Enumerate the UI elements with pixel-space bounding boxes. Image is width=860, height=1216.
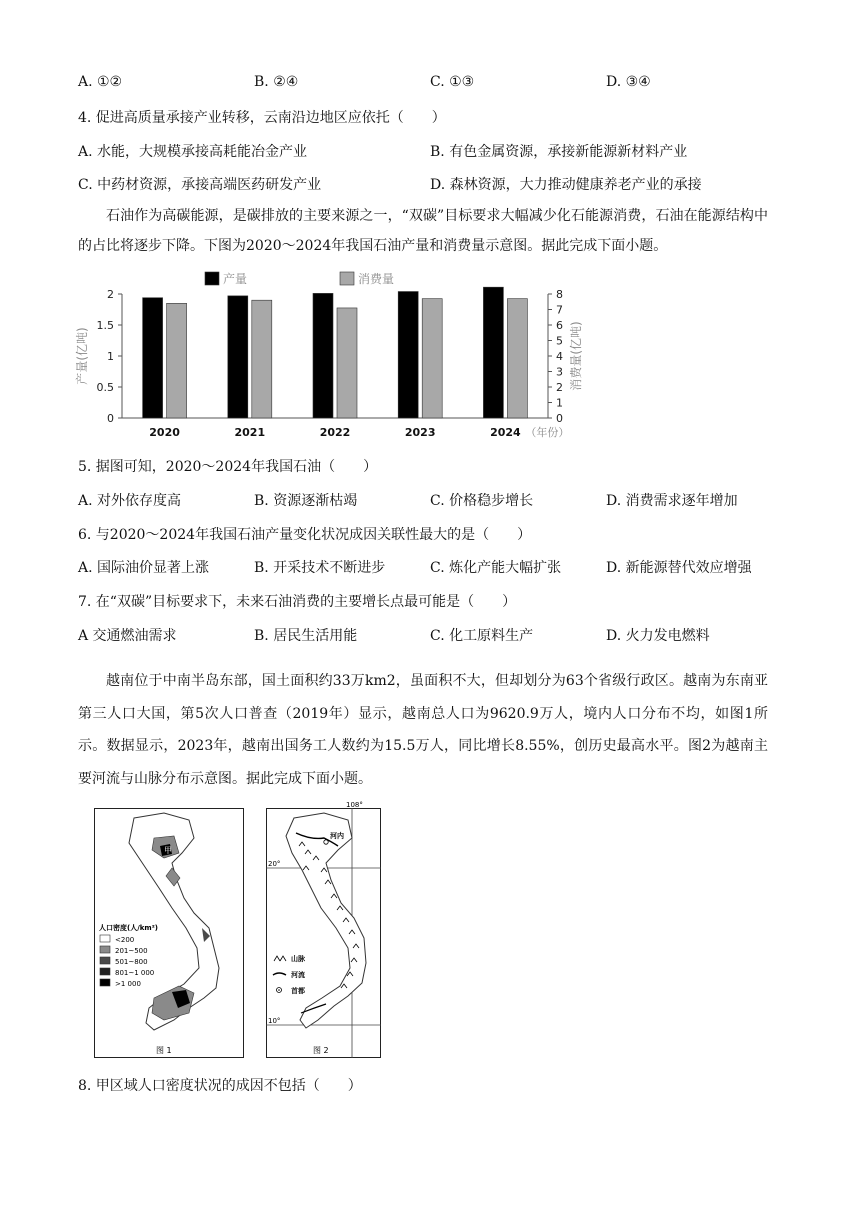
left-tick-label: 1.5: [96, 319, 114, 332]
legend-label: 山脉: [291, 955, 305, 963]
map2-city-label: 河内: [330, 832, 344, 840]
legend-swatch: [205, 272, 219, 285]
right-tick-label: 8: [556, 288, 563, 301]
q4-option-a: A. 水能，大规模承接高耗能冶金产业: [78, 144, 308, 160]
q7-option-a: A 交通燃油需求: [78, 628, 177, 644]
q7-option-c: C. 化工原料生产: [430, 628, 534, 644]
x-tick-label: 2022: [319, 426, 351, 439]
q5-option-c: C. 价格稳步增长: [430, 493, 534, 509]
q6-option-b: B. 开采技术不断进步: [254, 560, 386, 576]
q5-stem: 5. 据图可知，2020～2024年我国石油（ ）: [78, 459, 378, 475]
right-tick-label: 3: [556, 365, 563, 379]
left-tick-label: 0.5: [96, 381, 114, 394]
q3-option-c: C. ①③: [430, 74, 475, 90]
chart-bars: [143, 287, 528, 418]
q4-option-d: D. 森林资源，大力推动健康养老产业的承接: [430, 177, 702, 193]
q3-option-d: D. ③④: [606, 74, 651, 90]
legend-label: >1 000: [115, 980, 141, 988]
q7-option-d: D. 火力发电燃料: [606, 628, 710, 644]
q7-option-b: B. 居民生活用能: [254, 628, 358, 644]
legend-label: <200: [115, 936, 135, 944]
right-tick-label: 4: [556, 350, 563, 363]
left-tick-label: 1: [107, 350, 114, 363]
map2-lat-20: 20°: [268, 860, 281, 868]
figure-1-population-map: [94, 808, 244, 1058]
q4-option-c: C. 中药材资源，承接高端医药研发产业: [78, 177, 322, 193]
right-tick-label: 7: [556, 303, 563, 317]
q4-option-b: B. 有色金属资源，承接新能源新材料产业: [430, 144, 688, 160]
x-tick-label: 2024: [490, 426, 521, 439]
map1-marker-label: 甲: [164, 846, 172, 855]
legend-label: 消费量: [358, 272, 395, 286]
right-tick-label: 1: [556, 396, 563, 410]
q5-option-a: A. 对外依存度高: [78, 493, 182, 509]
left-tick-label: 2: [107, 288, 114, 301]
passage-oil: 石油作为高碳能源，是碳排放的主要来源之一，“双碳”目标要求大幅减少化石能源消费，石油在能源结构中的占比将逐步下降。下图为2020～2024年我国石油产量和消费量示意图。据此完成下面小题。: [78, 208, 768, 254]
chart-legend: [205, 271, 394, 286]
legend-label: 河流: [291, 971, 305, 979]
bar-consumption-2022: [337, 308, 357, 418]
q4-stem: 4. 促进高质量承接产业转移，云南沿边地区应依托（ ）: [78, 110, 446, 126]
right-tick-label: 5: [556, 334, 563, 348]
map2-lon-label: 108°: [346, 801, 363, 809]
q6-option-a: A. 国际油价显著上涨: [78, 560, 210, 576]
capital-marker: [324, 840, 328, 844]
q5-option-b: B. 资源逐渐枯竭: [254, 493, 358, 509]
figure-2-river-mountain-map: [266, 801, 381, 1058]
legend-swatch: [100, 935, 110, 942]
q6-option-c: C. 炼化产能大幅扩张: [430, 560, 562, 576]
legend-label: 201~500: [115, 947, 148, 955]
q3-option-b: B. ②④: [254, 74, 299, 90]
bar-production-2024: [483, 287, 503, 418]
map2-lat-10: 10°: [268, 1017, 281, 1025]
legend-swatch: [340, 272, 354, 285]
legend-swatch: [100, 979, 110, 986]
right-tick-label: 0: [556, 412, 563, 425]
right-tick-label: 2: [556, 381, 563, 394]
bar-production-2022: [313, 293, 333, 418]
legend-label: 501~800: [115, 958, 148, 966]
map2-caption: 图 2: [313, 1046, 329, 1055]
right-tick-label: 6: [556, 319, 563, 332]
q5-option-d: D. 消费需求逐年增加: [606, 493, 738, 509]
y-axis-right-title: 消费量(亿吨): [569, 321, 583, 391]
bar-consumption-2023: [422, 299, 442, 418]
legend-label: 首都: [291, 987, 305, 995]
map1-caption: 图 1: [156, 1046, 172, 1055]
bar-production-2020: [143, 298, 163, 418]
x-axis-unit: （年份）: [525, 426, 570, 439]
legend-swatch: [100, 968, 110, 975]
bar-consumption-2021: [252, 300, 272, 418]
legend-swatch: [100, 946, 110, 953]
q7-stem: 7. 在“双碳”目标要求下，未来石油消费的主要增长点最可能是（ ）: [78, 594, 517, 610]
bar-production-2021: [228, 296, 248, 418]
legend-label: 801~1 000: [115, 969, 155, 977]
bar-consumption-2020: [167, 303, 187, 418]
bar-consumption-2024: [507, 299, 527, 418]
left-tick-label: 0: [107, 412, 114, 425]
q6-stem: 6. 与2020～2024年我国石油产量变化状况成因关联性最大的是（ ）: [78, 527, 532, 543]
y-axis-left-title: 产量(亿吨): [75, 327, 89, 385]
q6-option-d: D. 新能源替代效应增强: [606, 560, 752, 576]
bar-production-2023: [398, 292, 418, 418]
x-tick-label: 2023: [404, 426, 436, 439]
q8-stem: 8. 甲区域人口密度状况的成因不包括（ ）: [78, 1078, 362, 1094]
passage-vietnam: 越南位于中南半岛东部，国土面积约33万km2，虽面积不大，但却划分为63个省级行政区。越南为东南亚第三人口大国，第5次人口普查（2019年）显示，越南总人口为9620.9万人，境内人口分布不均，如图1所示。数据显示，2023年，越南出国务工人数约为15.5万人，同比增长8.55%，创历史最高水平。图2为越南主要河流与山脉分布示意图。据此完成下面小题。: [78, 673, 768, 787]
x-tick-label: 2020: [149, 426, 180, 439]
x-tick-label: 2021: [234, 426, 266, 439]
legend-label: 产量: [223, 272, 248, 286]
map1-legend-title: 人口密度(人/km²): [99, 924, 158, 932]
oil-chart: [0, 268, 860, 448]
q3-option-a: A. ①②: [78, 74, 123, 90]
legend-swatch: [100, 957, 110, 964]
